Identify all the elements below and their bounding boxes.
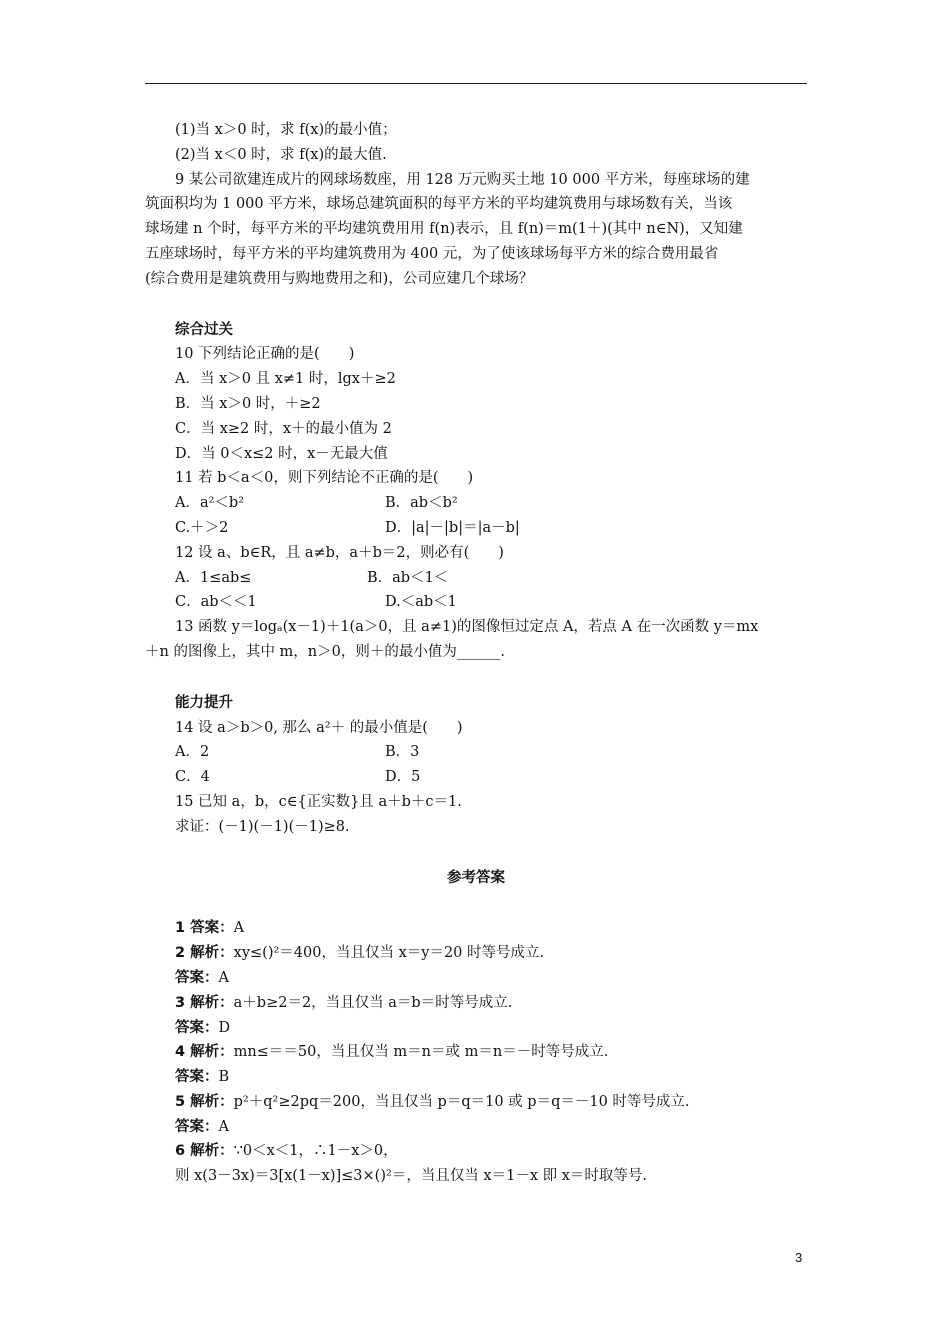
answer-line	[145, 1139, 807, 1164]
q12-options-row-2	[145, 590, 807, 615]
section-heading-comprehensive: 综合过关	[175, 321, 233, 338]
q12-stem: 12 设 a、b∈R，且 a≠b，a＋b＝2，则必有( )	[175, 544, 504, 561]
answer-list	[145, 916, 807, 1164]
answer-label: 4 解析：	[175, 1044, 234, 1061]
q9-line-5: (综合费用是建筑费用与购地费用之和)，公司应建几个球场？	[145, 270, 534, 287]
q12-option-d: D.＜ab＜1	[385, 594, 457, 611]
answer-label: 答案：	[175, 1118, 219, 1135]
answer-text: mn≤＝＝50，当且仅当 m＝n＝或 m＝n＝－时等号成立.	[233, 1044, 609, 1061]
answer-label: 5 解析：	[175, 1093, 234, 1110]
answer-text: a＋b≥2＝2，当且仅当 a＝b＝时等号成立.	[233, 994, 513, 1011]
answer-line	[145, 1040, 807, 1065]
answer-label: 1 答案：	[175, 920, 234, 937]
q8-part-1: (1)当 x＞0 时，求 f(x)的最小值；	[175, 122, 397, 138]
answer-text: ∵0＜x＜1，∴1－x＞0，	[233, 1143, 398, 1160]
q15-stem: 15 已知 a，b，c∈{正实数}且 a＋b＋c＝1.	[175, 793, 462, 810]
answer-label: 答案：	[175, 969, 219, 986]
q12-option-b: B．ab＜1＜	[367, 569, 449, 586]
q14-option-d: D．5	[385, 769, 421, 786]
q9-line-2: 筑面积均为 1 000 平方米，球场总建筑面积的每平方米的平均建筑费用与球场数有关，当该	[145, 196, 733, 213]
answer-label: 答案：	[175, 1069, 219, 1086]
q8-part-2: (2)当 x＜0 时，求 f(x)的最大值.	[175, 146, 387, 163]
q9-line-3: 球场建 n 个时，每平方米的平均建筑费用用 f(n)表示，且 f(n)＝m(1＋)(其中 n∈N)，又知建	[145, 221, 743, 238]
q14-option-c: C．4	[175, 769, 210, 786]
q11-option-c: C.＋＞2	[175, 519, 229, 536]
q10-option-b: B．当 x＞0 时，＋≥2	[175, 395, 321, 412]
answer-line	[145, 1016, 807, 1041]
q11-options-row-1	[145, 491, 807, 516]
q14-stem: 14 设 a＞b＞0, 那么 a²＋ 的最小值是( )	[175, 719, 463, 736]
q9-line-4: 五座球场时，每平方米的平均建筑费用为 400 元，为了使该球场每平方米的综合费用最省	[145, 245, 719, 262]
q13-line-1: 13 函数 y＝logₐ(x－1)＋1(a＞0，且 a≠1)的图像恒过定点 A，若点 A 在一次函数 y＝mx	[175, 619, 759, 636]
q10-option-a: A．当 x＞0 且 x≠1 时，lgx＋≥2	[175, 371, 396, 388]
answer-line	[145, 941, 807, 966]
answer-text: A	[218, 969, 229, 986]
q12-option-c: C．ab＜＜1	[175, 594, 257, 611]
answer-label: 答案：	[175, 1019, 219, 1036]
answers-title: 参考答案	[447, 869, 505, 886]
answer-label: 2 解析：	[175, 945, 234, 962]
answer-6-continuation: 则 x(3－3x)＝3[x(1－x)]≤3×()²＝，当且仅当 x＝1－x 即 x＝时取等号.	[175, 1168, 648, 1185]
answer-text: xy≤()²＝400，当且仅当 x＝y＝20 时等号成立.	[233, 945, 545, 962]
answer-line	[145, 1065, 807, 1090]
answer-line	[145, 1115, 807, 1140]
page-content	[145, 118, 807, 1189]
q14-option-a: A．2	[175, 744, 210, 761]
q9-line-1: 9 某公司欲建连成片的网球场数座，用 128 万元购买土地 10 000 平方米，每座球场的建	[175, 171, 750, 188]
answer-line	[145, 991, 807, 1016]
q12-options-row-1	[145, 566, 807, 591]
q11-option-a: A．a²＜b²	[175, 495, 245, 512]
q10-option-d: D．当 0＜x≤2 时，x－无最大值	[175, 445, 388, 462]
q11-option-d: D．|a|－|b|＝|a－b|	[385, 519, 520, 536]
answer-line	[145, 966, 807, 991]
answer-line	[145, 916, 807, 941]
answer-text: A	[218, 1118, 229, 1135]
section-heading-ability: 能力提升	[175, 694, 233, 711]
q11-stem: 11 若 b＜a＜0，则下列结论不正确的是( )	[175, 470, 474, 487]
q10-option-c: C．当 x≥2 时，x＋的最小值为 2	[175, 420, 392, 437]
answer-text: D	[218, 1019, 231, 1036]
header-rule	[145, 83, 807, 84]
q12-option-a: A．1≤ab≤	[175, 569, 252, 586]
q15-proof: 求证：(－1)(－1)(－1)≥8.	[175, 818, 350, 835]
q14-options-row-2	[145, 765, 807, 790]
answer-line	[145, 1090, 807, 1115]
answer-label: 3 解析：	[175, 994, 234, 1011]
q14-options-row-1	[145, 740, 807, 765]
answer-label: 6 解析：	[175, 1143, 234, 1160]
answer-text: p²＋q²≥2pq＝200，当且仅当 p＝q＝10 或 p＝q＝－10 时等号成立.	[233, 1093, 690, 1110]
q10-stem: 10 下列结论正确的是( )	[175, 346, 355, 363]
q14-option-b: B．3	[385, 744, 420, 761]
page-number: 3	[795, 1250, 803, 1265]
answer-text: B	[218, 1069, 230, 1086]
q11-option-b: B．ab＜b²	[385, 495, 458, 512]
q11-options-row-2	[145, 516, 807, 541]
answer-text: A	[233, 920, 245, 937]
q13-line-2: ＋n 的图像上，其中 m，n＞0，则＋的最小值为______.	[145, 643, 505, 660]
